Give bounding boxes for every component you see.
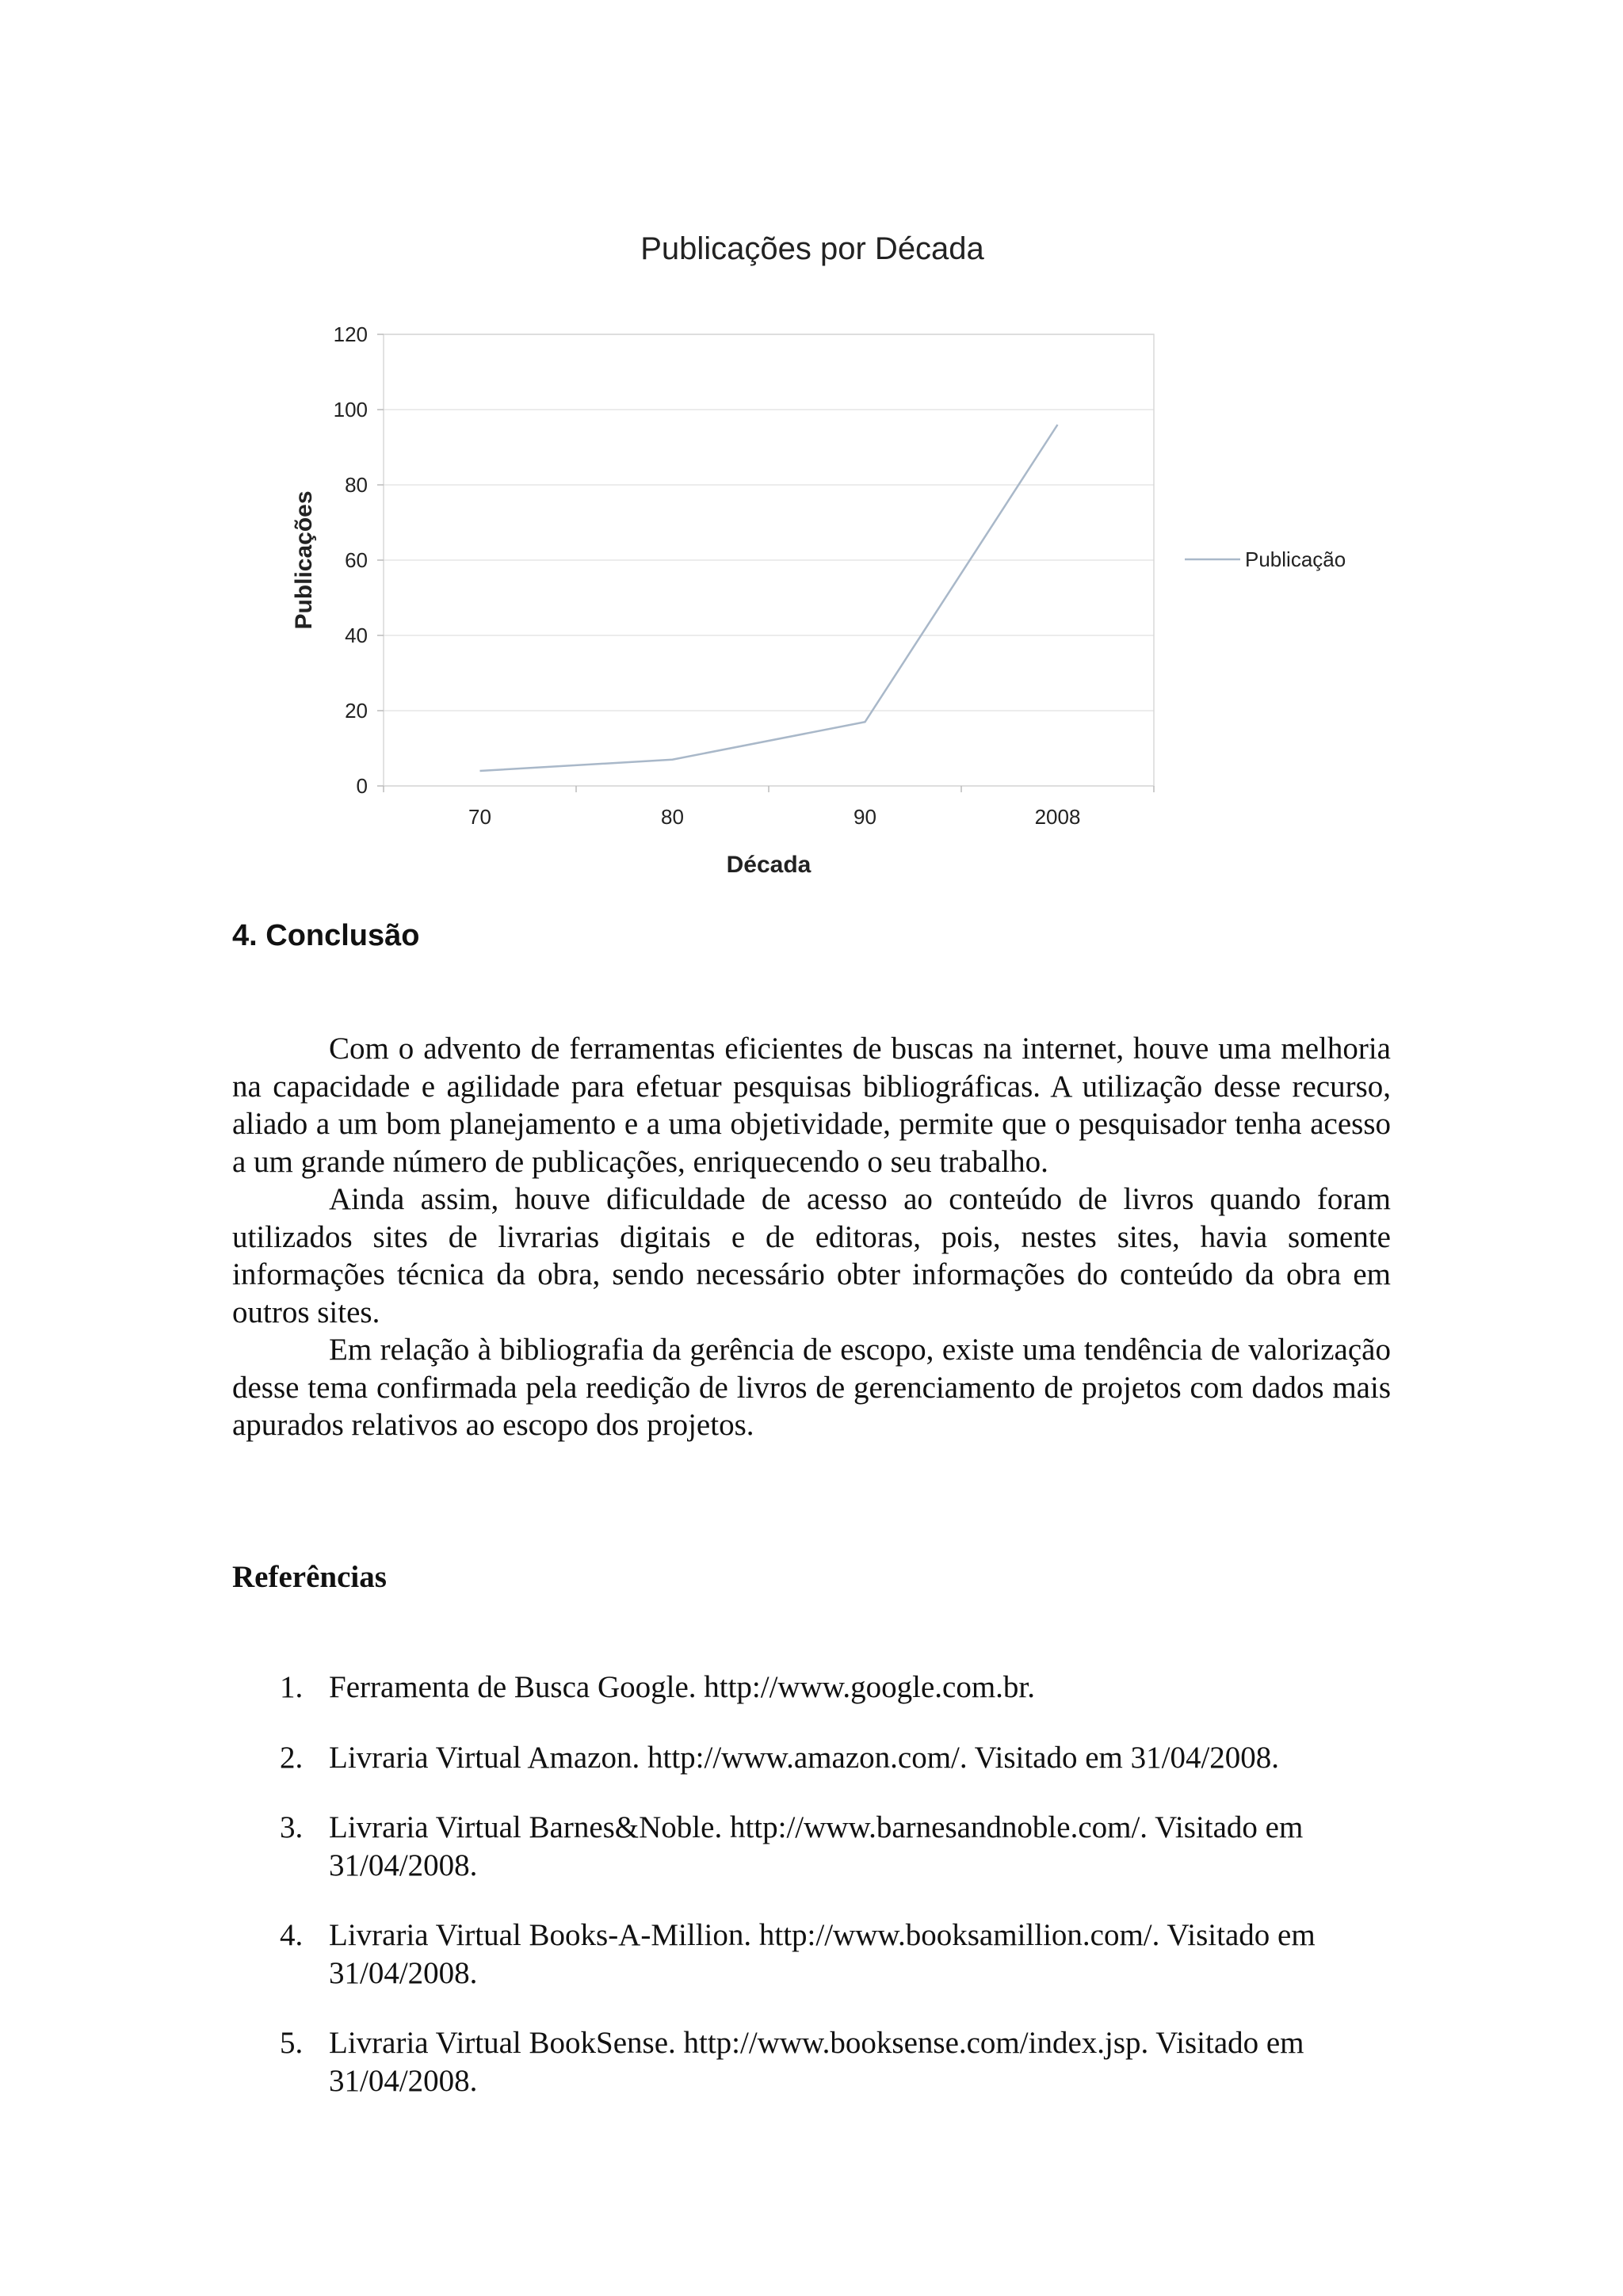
reference-number: 2. [280,1740,304,1775]
reference-text: Ferramenta de Busca Google. http://www.google.com.br. [329,1670,1036,1704]
y-axis-ticks [334,322,384,798]
x-tick-label: 70 [468,805,491,829]
reference-item [232,1917,1391,1992]
chart [0,0,1623,887]
x-axis-label: Década [726,852,812,878]
y-tick-label: 0 [356,774,368,798]
x-tick-label: 90 [854,805,876,829]
y-tick-label: 80 [345,473,368,497]
conclusion-paragraph: Com o advento de ferramentas eficientes de buscas na internet, houve uma melhoria na capacidade e agilidade para efetuar pesquisas bibliográficas. A utilização desse recurso, aliado a um bom planejamento e a uma objetividade, permite que o pesquisador tenha acesso a um grande número de publicações, enriquecendo o seu trabalho. [232,1032,1391,1179]
y-axis-label: Publicações [291,490,317,630]
y-tick-label: 20 [345,699,368,723]
x-tick-label: 80 [661,805,684,829]
reference-item [232,1809,1391,1884]
reference-item [232,1739,1391,1777]
reference-number: 4. [280,1918,304,1952]
conclusion-paragraph: Ainda assim, houve dificuldade de acesso ao conteúdo de livros quando foram utilizados sites de livrarias digitais e de editoras, pois, nestes sites, havia somente informações técnica da obra, sendo necessário obter informações do conteúdo da obra em outros sites. [232,1182,1391,1329]
x-tick-label: 2008 [1034,805,1081,829]
reference-text: Livraria Virtual Books-A-Million. http://www.booksamillion.com/. Visitado em 31/04/2008. [329,1918,1316,1990]
chart-legend [1185,547,1346,571]
y-tick-label: 60 [345,548,368,572]
reference-item [232,1669,1391,1707]
chart-gridlines [384,334,1154,786]
conclusion-paragraph: Em relação à bibliografia da gerência de escopo, existe uma tendência de valorização desse tema confirmada pela reedição de livros de gerenciamento de projetos com dados mais apurados relativos ao escopo dos projetos. [232,1333,1391,1442]
y-tick-label: 120 [333,322,368,346]
y-tick-label: 100 [333,398,368,421]
reference-text: Livraria Virtual Barnes&Noble. http://www.barnesandnoble.com/. Visitado em 31/04/2008. [329,1810,1304,1882]
chart-title: Publicações por Década [640,231,984,266]
reference-item [232,2024,1391,2100]
series-line [480,425,1058,771]
y-tick-label: 40 [345,624,368,647]
conclusion-body [232,1030,1391,1444]
reference-number: 5. [280,2026,304,2060]
reference-number: 1. [280,1670,304,1704]
references-list [232,1669,1391,2132]
reference-number: 3. [280,1810,304,1844]
chart-series [480,425,1058,771]
conclusion-heading: 4. Conclusão [232,919,420,952]
references-heading: Referências [232,1560,387,1594]
legend-label: Publicação [1245,547,1346,571]
x-axis-ticks [384,786,1154,829]
reference-text: Livraria Virtual BookSense. http://www.booksense.com/index.jsp. Visitado em 31/04/2008. [329,2026,1304,2098]
reference-text: Livraria Virtual Amazon. http://www.amazon.com/. Visitado em 31/04/2008. [329,1740,1280,1775]
